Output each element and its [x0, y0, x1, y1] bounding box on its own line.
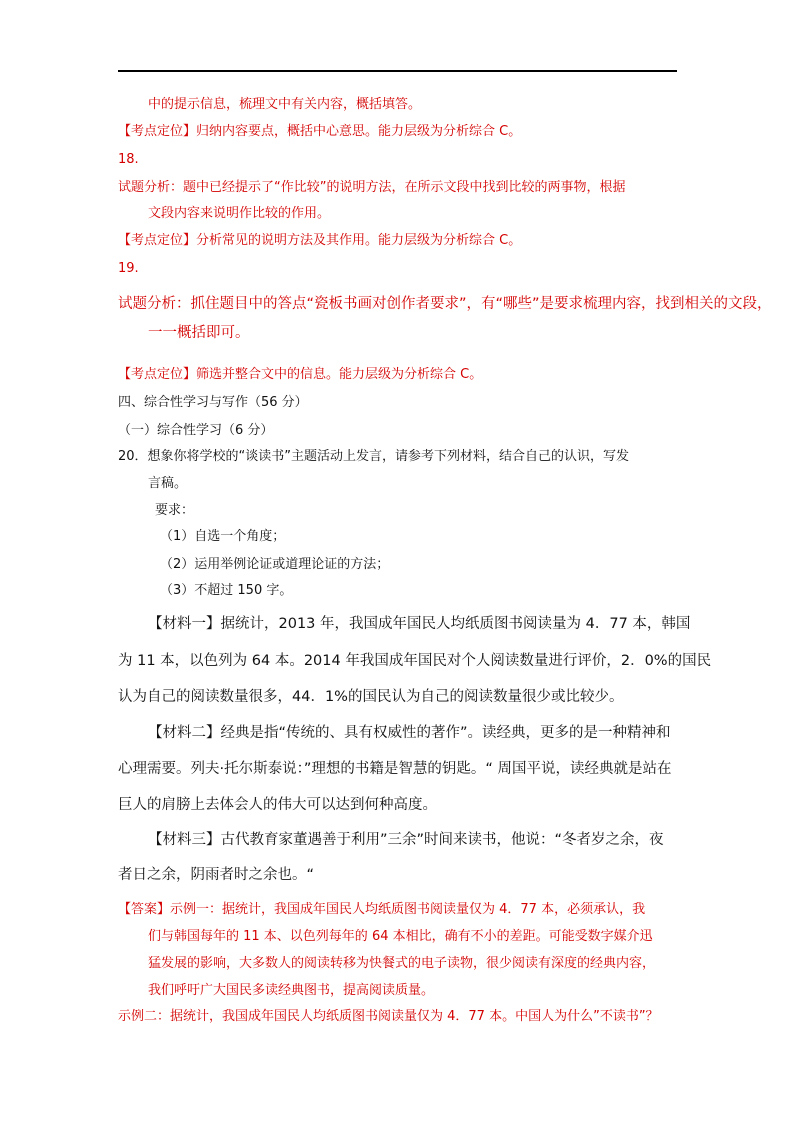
answer-example-1-line2: 们与韩国每年的 11 本、以色列每年的 64 本相比，确有不小的差距。可能受数字媒介迅	[148, 929, 653, 944]
material-3-line2: 者日之余，阴雨者时之余也。“	[118, 867, 315, 883]
material-1-line3: 认为自己的阅读数量很多，44．1%的国民认为自己的阅读数量很少或比较少。	[118, 689, 624, 705]
key-point-19: 【考点定位】筛选并整合文中的信息。能力层级为分析综合 C。	[118, 367, 483, 382]
question-20-line1: 20．想象你将学校的“谈读书”主题活动上发言，请参考下列材料，结合自己的认识，写发	[118, 449, 630, 464]
answer-example-2-line1: 示例二：据统计，我国成年国民人均纸质图书阅读量仅为 4．77 本。中国人为什么”不读书”？	[118, 1009, 659, 1024]
answer-example-1-line4: 我们呼吁广大国民多读经典图书，提高阅读质量。	[148, 983, 435, 998]
header-rule	[118, 70, 677, 72]
requirement-1: （1）自选一个角度；	[160, 529, 286, 544]
material-2-line3: 巨人的肩膀上去体会人的伟大可以达到何种高度。	[118, 797, 437, 813]
question-number-18: 18.	[118, 152, 139, 167]
key-point-17: 【考点定位】归纳内容要点，概括中心意思。能力层级为分析综合 C。	[118, 124, 522, 139]
material-2-line2: 心理需要。列夫·托尔斯泰说：”理想的书籍是智慧的钥匙。“ 周国平说，读经典就是站在	[118, 761, 672, 777]
analysis-19-line1: 试题分析：抓住题目中的答点“瓷板书画对创作者要求”，有“哪些”是要求梳理内容，找到相关的文段，	[118, 296, 772, 312]
requirements-label: 要求：	[155, 503, 195, 518]
material-1-line2: 为 11 本，以色列为 64 本。2014 年我国成年国民对个人阅读数量进行评价，2．0%的国民	[118, 653, 712, 669]
requirement-3: （3）不超过 150 字。	[160, 583, 293, 598]
material-3-line1: 【材料三】古代教育家董遇善于利用”三余”时间来读书，他说：“冬者岁之余，夜	[148, 832, 664, 848]
question-20-line2: 言稿。	[148, 476, 188, 491]
requirement-2: （2）运用举例论证或道理论证的方法；	[160, 557, 390, 572]
analysis-17-continued: 中的提示信息，梳理文中有关内容，概括填答。	[148, 97, 422, 112]
analysis-18-line1: 试题分析：题中已经提示了“作比较”的说明方法，在所示文段中找到比较的两事物，根据	[118, 180, 626, 195]
analysis-19-line2: 一一概括即可。	[148, 325, 250, 341]
analysis-18-line2: 文段内容来说明作比较的作用。	[148, 206, 331, 221]
subsection-heading-1: （一）综合性学习（6 分）	[118, 423, 274, 438]
answer-example-1-line1: 【答案】示例一：据统计，我国成年国民人均纸质图书阅读量仅为 4．77 本，必须承认，我	[118, 902, 646, 917]
material-2-line1: 【材料二】经典是指“传统的、具有权威性的著作”。读经典，更多的是一种精神和	[148, 725, 671, 741]
answer-example-1-line3: 猛发展的影响，大多数人的阅读转移为快餐式的电子读物，很少阅读有深度的经典内容，	[148, 956, 656, 971]
question-number-19: 19.	[118, 261, 139, 276]
material-1-line1: 【材料一】据统计，2013 年，我国成年国民人均纸质图书阅读量为 4．77 本，韩国	[148, 616, 691, 632]
key-point-18: 【考点定位】分析常见的说明方法及其作用。能力层级为分析综合 C。	[118, 233, 522, 248]
section-heading-4: 四、综合性学习与写作（56 分）	[118, 395, 308, 410]
